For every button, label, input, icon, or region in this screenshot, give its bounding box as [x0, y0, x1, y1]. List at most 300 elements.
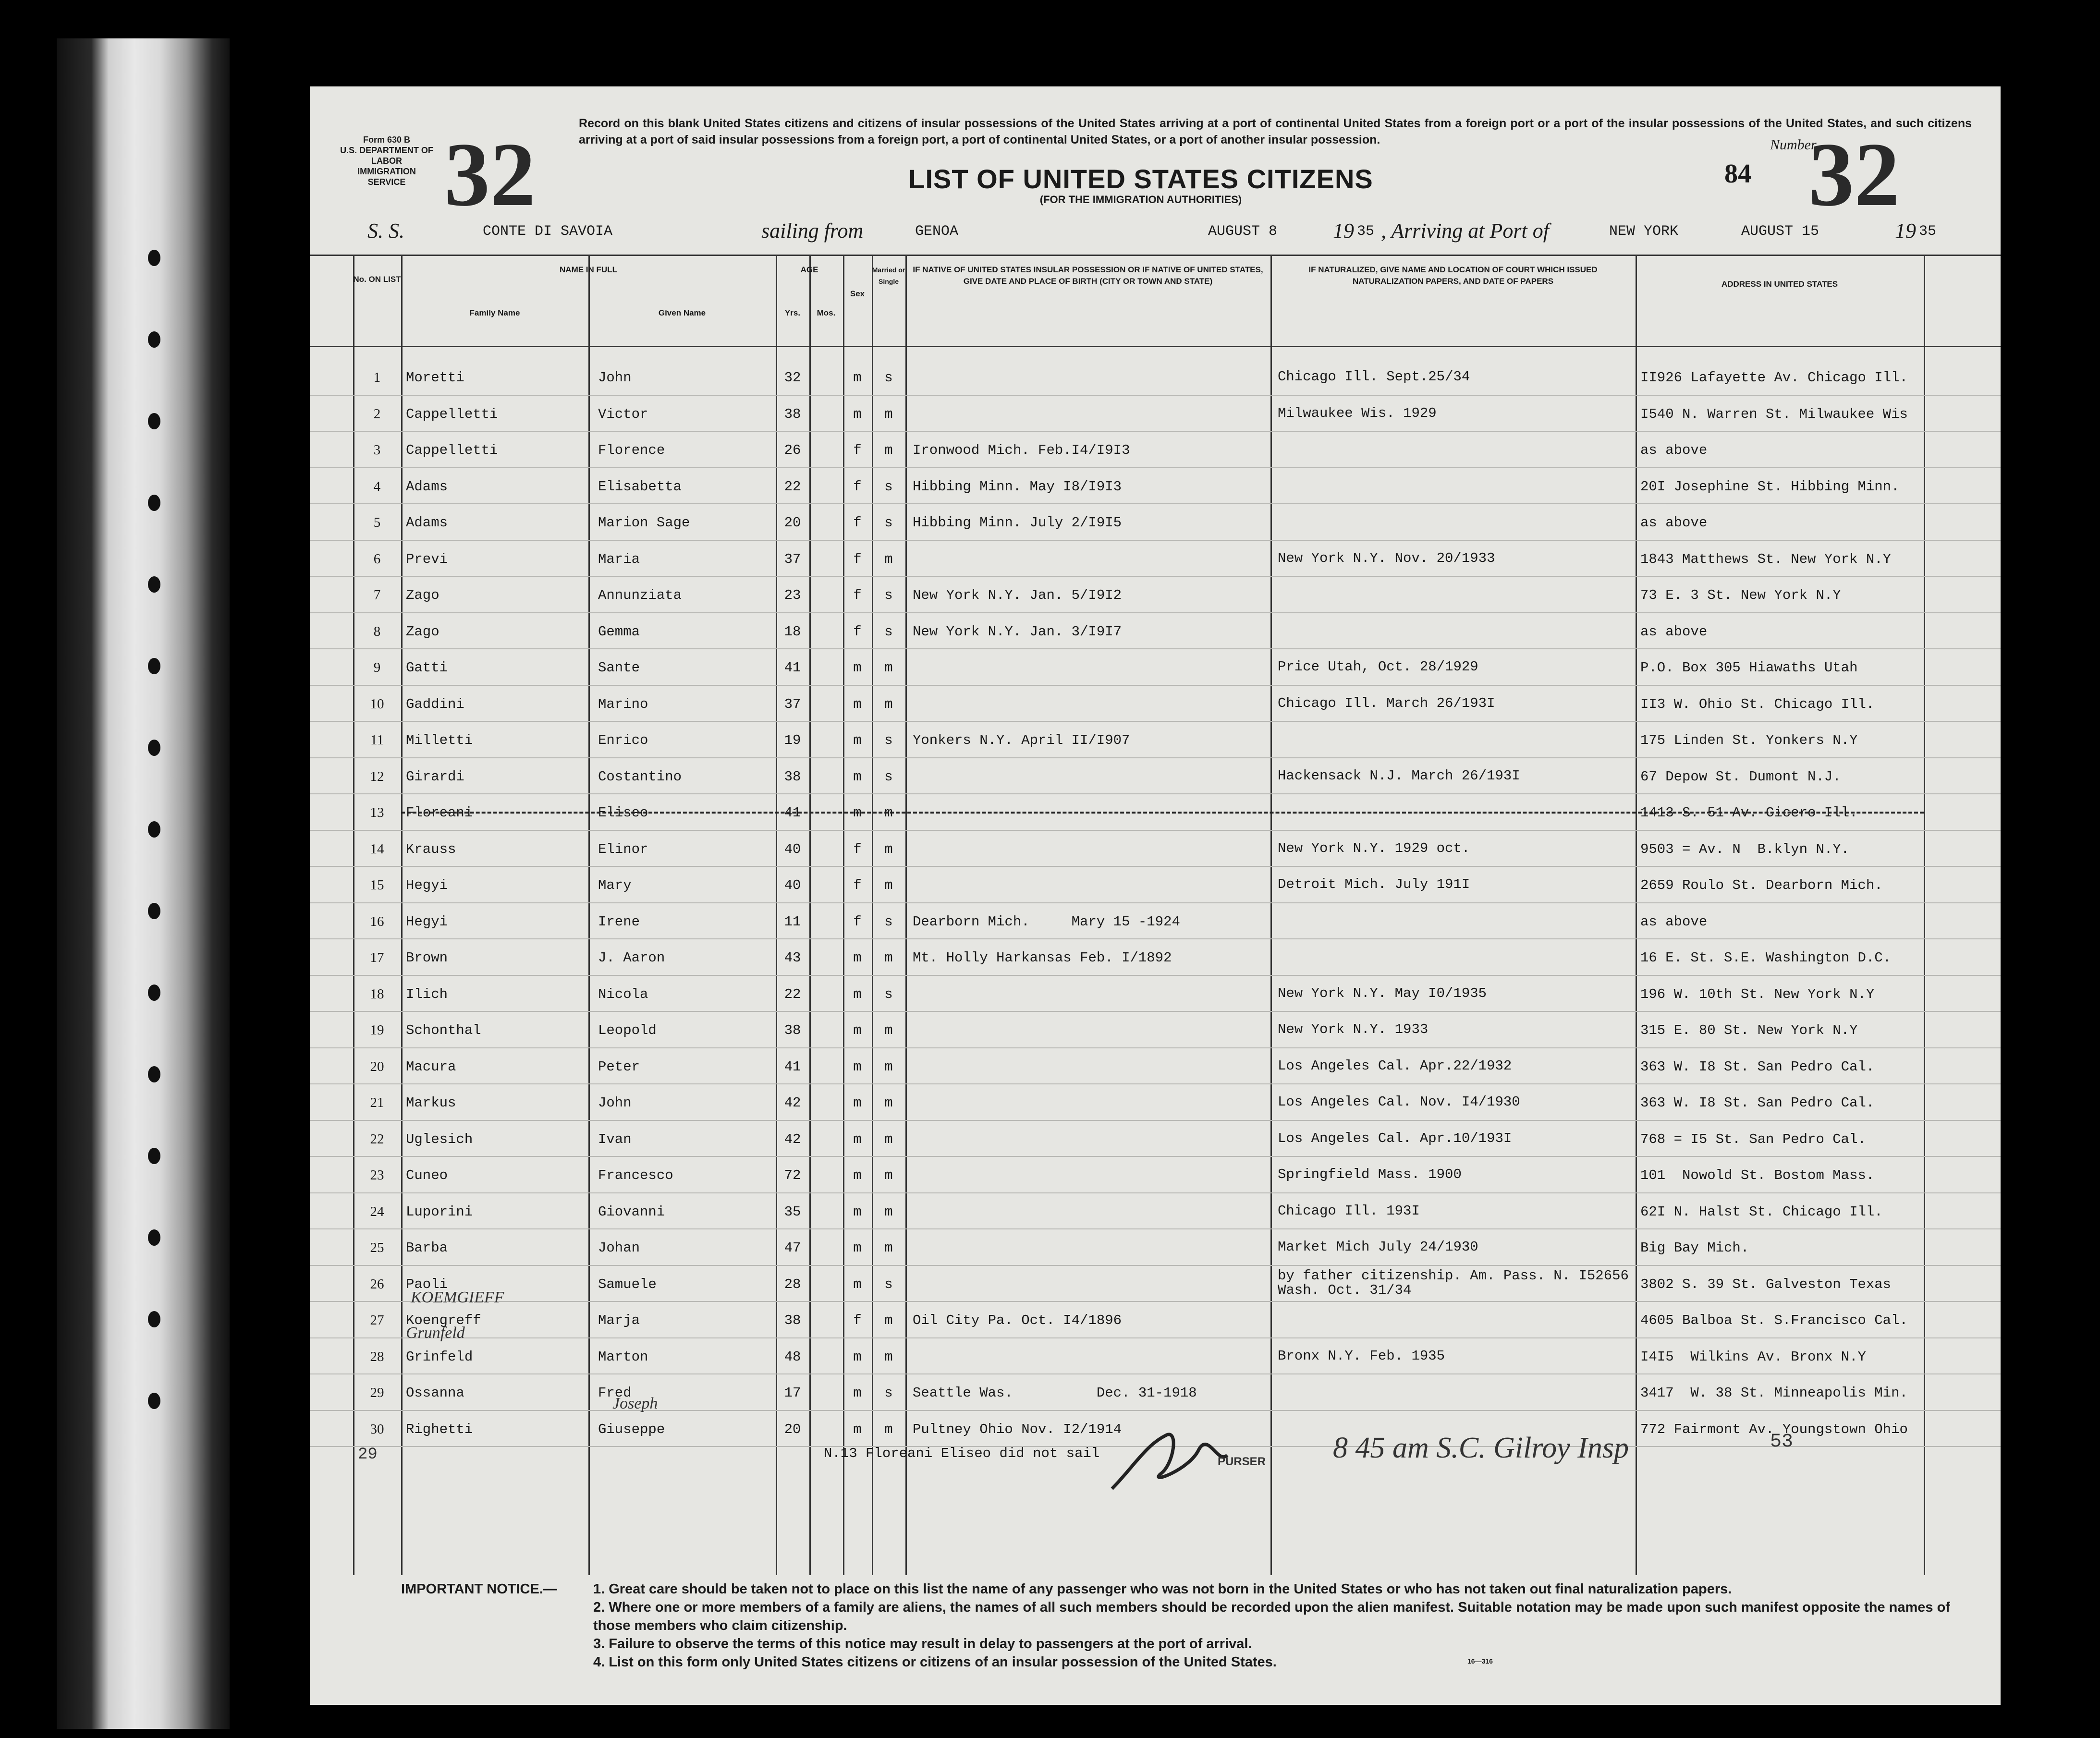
page-title: LIST OF UNITED STATES CITIZENS: [908, 164, 1373, 194]
port-from: GENOA: [915, 223, 959, 240]
address: 62I N. Halst St. Chicago Ill.: [1640, 1203, 1883, 1220]
address: 3802 S. 39 St. Galveston Texas: [1640, 1276, 1892, 1292]
header-rule: [310, 255, 2001, 256]
family-name: Hegyi: [406, 913, 448, 930]
table-row: [310, 1012, 2001, 1048]
row-number: 21: [370, 1095, 384, 1110]
col-header-age: AGE: [800, 265, 818, 274]
given-name: Marja: [598, 1313, 640, 1328]
age-years: 38: [784, 1022, 801, 1038]
col-header-no: No. ON LIST: [353, 275, 401, 284]
form-id: Form 630 B U.S. DEPARTMENT OF LABOR IMMIGRATION SERVICE: [340, 135, 433, 187]
address: 363 W. I8 St. San Pedro Cal.: [1640, 1058, 1875, 1075]
binder-hole: [148, 250, 160, 266]
address: as above: [1640, 515, 1708, 531]
family-name: Zago: [406, 587, 440, 603]
binder-hole: [148, 1066, 160, 1082]
family-name: Floreani: [406, 805, 473, 821]
marital-status: m: [884, 950, 893, 966]
row-number: 12: [370, 768, 384, 784]
manifest-sheet: [310, 86, 2001, 1705]
family-name: Paoli: [406, 1276, 448, 1292]
row-number: 30: [370, 1421, 384, 1437]
address: 175 Linden St. Yonkers N.Y: [1640, 732, 1858, 748]
family-name: Grinfeld: [406, 1349, 473, 1365]
marital-status: m: [884, 660, 893, 676]
binder-hole: [148, 1148, 160, 1164]
row-number: 22: [370, 1131, 384, 1147]
row-rule: [310, 1192, 2001, 1193]
marital-status: s: [884, 587, 893, 603]
birth-place-date: Dearborn Mich. Mary 15 -1924: [913, 913, 1180, 930]
table-row: [310, 468, 2001, 504]
family-name: Cappelletti: [406, 406, 498, 422]
age-years: 40: [784, 841, 801, 857]
given-name: Giuseppe: [598, 1421, 665, 1437]
naturalization: by father citizenship. Am. Pass. N. I52656 Wash. Oct. 31/34: [1278, 1267, 1629, 1298]
age-years: 20: [784, 1421, 801, 1437]
marital-status: m: [884, 805, 893, 821]
age-years: 38: [784, 406, 801, 422]
sex: f: [853, 623, 862, 640]
row-rule: [310, 830, 2001, 831]
address: 3417 W. 38 St. Minneapolis Min.: [1640, 1385, 1908, 1401]
given-name: Gemma: [598, 623, 640, 640]
age-years: 26: [784, 442, 801, 458]
sex: f: [853, 587, 862, 603]
age-years: 23: [784, 587, 801, 603]
marital-status: m: [884, 442, 893, 458]
given-name: Fred: [598, 1385, 632, 1401]
age-years: 37: [784, 696, 801, 712]
col-header-sex: Sex: [850, 289, 865, 298]
birth-place-date: Hibbing Minn. May I8/I9I3: [913, 478, 1122, 495]
sex: m: [853, 406, 862, 422]
col-header-address: ADDRESS IN UNITED STATES: [1721, 280, 1838, 289]
sex: m: [853, 1131, 862, 1147]
notice-item-1: 1. Great care should be taken not to place on this list the name of any passenger who was not born in the United States or who has not taken out final naturalization papers.: [593, 1581, 1732, 1597]
given-name: Irene: [598, 913, 640, 930]
marital-status: m: [884, 1167, 893, 1183]
row-number: 17: [370, 950, 384, 965]
given-name: Annunziata: [598, 587, 682, 603]
given-name: Giovanni: [598, 1203, 665, 1220]
page-number: 84: [1724, 159, 1751, 189]
row-rule: [310, 395, 2001, 396]
row-number: 24: [370, 1203, 384, 1219]
sex: m: [853, 1240, 862, 1256]
row-number: 18: [370, 986, 384, 1002]
sex: f: [853, 913, 862, 930]
ship-name: CONTE DI SAVOIA: [483, 223, 613, 240]
list-number-left: 32: [444, 124, 536, 225]
table-row: [310, 1084, 2001, 1120]
signature-scribble: [1102, 1407, 1237, 1503]
sex: f: [853, 551, 862, 567]
table-row: [310, 1157, 2001, 1193]
address: 20I Josephine St. Hibbing Minn.: [1640, 478, 1900, 495]
page-subtitle: (FOR THE IMMIGRATION AUTHORITIES): [1039, 194, 1242, 206]
year-2: 35: [1919, 223, 1937, 240]
table-row: [310, 794, 2001, 830]
row-rule: [310, 902, 2001, 903]
row-number: 7: [373, 587, 381, 603]
sailing-label: sailing from: [761, 219, 864, 243]
birth-place-date: Ironwood Mich. Feb.I4/I9I3: [913, 442, 1130, 458]
row-rule: [310, 648, 2001, 649]
given-name: Peter: [598, 1058, 640, 1075]
row-number: 4: [373, 478, 381, 494]
year-prefix-2: 19: [1895, 219, 1916, 243]
given-name: Marino: [598, 696, 648, 712]
address: P.O. Box 305 Hiawaths Utah: [1640, 660, 1858, 676]
birth-place-date: Seattle Was. Dec. 31-1918: [913, 1385, 1197, 1401]
number-label: Number: [1770, 137, 1817, 153]
row-rule: [310, 1156, 2001, 1157]
col-header-naturalized: IF NATURALIZED, GIVE NAME AND LOCATION OF COURT WHICH ISSUED NATURALIZATION PAPERS, AND DATE OF PAPERS: [1308, 265, 1598, 286]
sex: m: [853, 696, 862, 712]
table-row: [310, 1338, 2001, 1374]
col-header-mos: Mos.: [817, 308, 836, 317]
notice-heading: IMPORTANT NOTICE.—: [401, 1581, 557, 1597]
table-row: [310, 903, 2001, 939]
row-rule: [310, 1083, 2001, 1084]
marital-status: s: [884, 986, 893, 1002]
row-number: 10: [370, 696, 384, 712]
table-row: [310, 1121, 2001, 1157]
row-rule: [310, 1120, 2001, 1121]
marital-status: m: [884, 1240, 893, 1256]
naturalization: Chicago Ill. Sept.25/34: [1278, 369, 1470, 385]
birth-place-date: Hibbing Minn. July 2/I9I5: [913, 515, 1122, 531]
given-name: Francesco: [598, 1167, 673, 1183]
marital-status: m: [884, 1095, 893, 1111]
address: 315 E. 80 St. New York N.Y: [1640, 1022, 1858, 1038]
birth-place-date: New York N.Y. Jan. 5/I9I2: [913, 587, 1122, 603]
naturalization: Detroit Mich. July 191I: [1278, 876, 1470, 892]
given-name: Samuele: [598, 1276, 657, 1292]
sex: m: [853, 1167, 862, 1183]
naturalization: Chicago Ill. 193I: [1278, 1203, 1420, 1219]
strike-through-line: [401, 812, 1924, 814]
voyage-line: [367, 219, 1986, 247]
row-number: 20: [370, 1058, 384, 1074]
family-name: Barba: [406, 1240, 448, 1256]
table-row: [310, 1193, 2001, 1229]
age-years: 37: [784, 551, 801, 567]
given-name: J. Aaron: [598, 950, 665, 966]
birth-place-date: Pultney Ohio Nov. I2/1914: [913, 1421, 1122, 1437]
row-rule: [310, 793, 2001, 794]
given-name: Florence: [598, 442, 665, 458]
binder-hole: [148, 658, 160, 674]
sex: f: [853, 442, 862, 458]
col-header-married: Married or Single: [872, 266, 905, 285]
binder-edge: [57, 38, 230, 1729]
row-rule: [310, 431, 2001, 432]
table-row: [310, 541, 2001, 577]
marital-status: m: [884, 696, 893, 712]
binder-hole: [148, 331, 160, 348]
notice-item-2: 2. Where one or more members of a family are aliens, the names of all such members should be recorded upon the alien manifest. Suitable notation may be made upon such manifest opposite the names of those members who claim citizenship.: [593, 1600, 1950, 1633]
marital-status: m: [884, 1203, 893, 1220]
row-number: 16: [370, 913, 384, 929]
arriving-label: , Arriving at Port of: [1381, 219, 1549, 243]
table-row: [310, 1229, 2001, 1265]
marital-status: s: [884, 1276, 893, 1292]
marital-status: m: [884, 1349, 893, 1365]
address: 1843 Matthews St. New York N.Y: [1640, 551, 1892, 567]
col-header-family: Family Name: [469, 308, 520, 317]
marital-status: m: [884, 1058, 893, 1075]
row-rule: [310, 612, 2001, 613]
binder-hole: [148, 740, 160, 756]
inspector-note: 8 45 am S.C. Gilroy Insp: [1333, 1432, 1629, 1464]
family-name: Gaddini: [406, 696, 464, 712]
address: I540 N. Warren St. Milwaukee Wis: [1640, 406, 1908, 422]
binder-hole: [148, 903, 160, 919]
address: 16 E. St. S.E. Washington D.C.: [1640, 950, 1892, 966]
sex: m: [853, 732, 862, 748]
row-rule: [310, 938, 2001, 939]
row-rule: [310, 1301, 2001, 1302]
row-number: 25: [370, 1240, 384, 1255]
age-years: 38: [784, 1313, 801, 1328]
col-header-birth: IF NATIVE OF UNITED STATES INSULAR POSSESSION OR IF NATIVE OF UNITED STATES, GIVE DATE AND PLACE OF BIRTH (CITY OR TOWN AND STATE): [913, 265, 1263, 286]
marital-status: m: [884, 841, 893, 857]
age-years: 38: [784, 768, 801, 785]
naturalization: New York N.Y. 1933: [1278, 1021, 1428, 1037]
family-name: Gatti: [406, 660, 448, 676]
table-row: [310, 1302, 2001, 1338]
row-rule: [310, 1047, 2001, 1048]
sex: m: [853, 768, 862, 785]
handwritten-correction-27: KOEMGIEFF: [411, 1288, 504, 1306]
table-row: [310, 577, 2001, 613]
row-number: 28: [370, 1349, 384, 1364]
family-name: Girardi: [406, 768, 464, 785]
port-to: NEW YORK: [1609, 223, 1679, 240]
binder-hole: [148, 821, 160, 838]
given-name: Johan: [598, 1240, 640, 1256]
given-name: Leopold: [598, 1022, 657, 1038]
family-name: Uglesich: [406, 1131, 473, 1147]
naturalization: New York N.Y. 1929 oct.: [1278, 840, 1470, 856]
binder-hole: [148, 495, 160, 511]
naturalization: New York N.Y. Nov. 20/1933: [1278, 550, 1495, 566]
age-years: 47: [784, 1240, 801, 1256]
binder-hole: [148, 1229, 160, 1246]
year-1: 35: [1357, 223, 1375, 240]
row-number: 8: [373, 623, 381, 639]
address: Big Bay Mich.: [1640, 1240, 1749, 1256]
count-total: 29: [358, 1446, 378, 1464]
marital-status: s: [884, 623, 893, 640]
age-years: 40: [784, 877, 801, 893]
sex: m: [853, 370, 862, 386]
given-name: Victor: [598, 406, 648, 422]
family-name: Moretti: [406, 370, 464, 386]
sex: m: [853, 950, 862, 966]
address: as above: [1640, 623, 1708, 640]
naturalization: Springfield Mass. 1900: [1278, 1167, 1462, 1182]
age-years: 43: [784, 950, 801, 966]
binder-hole: [148, 1393, 160, 1409]
birth-place-date: Mt. Holly Harkansas Feb. I/1892: [913, 950, 1172, 966]
table-row: [310, 722, 2001, 758]
age-years: 32: [784, 370, 801, 386]
table-row: [310, 976, 2001, 1012]
marital-status: s: [884, 478, 893, 495]
row-rule: [310, 685, 2001, 686]
row-number: 14: [370, 841, 384, 857]
binder-hole: [148, 576, 160, 593]
row-number: 15: [370, 877, 384, 893]
marital-status: s: [884, 515, 893, 531]
instructions: Record on this blank United States citizens and citizens of insular possessions of the United States arriving at a port of continental United States from a foreign port or a port of the insular possessions of the United States, and such citizens arriving at a port of said insular possessions from a foreign port, a port of continental United States, or a port of another insular possession.: [579, 117, 1972, 146]
family-name: Zago: [406, 623, 440, 640]
family-name: Koengreff: [406, 1313, 481, 1328]
footnote: N.13 Floreani Eliseo did not sail: [824, 1446, 1100, 1461]
table-row: [310, 1266, 2001, 1302]
marital-status: m: [884, 1131, 893, 1147]
marital-status: m: [884, 406, 893, 422]
date-from: AUGUST 8: [1208, 223, 1278, 240]
given-name: Maria: [598, 551, 640, 567]
table-row: [310, 649, 2001, 685]
birth-place-date: New York N.Y. Jan. 3/I9I7: [913, 623, 1122, 640]
binder-hole: [148, 984, 160, 1001]
table-row: [310, 359, 2001, 395]
row-rule: [310, 503, 2001, 504]
manifest-table: [310, 255, 2001, 1599]
marital-status: m: [884, 877, 893, 893]
age-years: 42: [784, 1095, 801, 1111]
given-name: Mary: [598, 877, 632, 893]
marital-status: s: [884, 732, 893, 748]
row-rule: [310, 1373, 2001, 1374]
row-number: 2: [373, 406, 381, 422]
notice-item-4: 4. List on this form only United States citizens or citizens of an insular possession of the United States.: [593, 1654, 1277, 1670]
table-row: [310, 831, 2001, 867]
table-row: [310, 867, 2001, 903]
marital-status: m: [884, 1421, 893, 1437]
family-name: Righetti: [406, 1421, 473, 1437]
row-rule: [310, 467, 2001, 468]
table-row: [310, 432, 2001, 468]
row-number: 19: [370, 1022, 384, 1038]
birth-place-date: Oil City Pa. Oct. I4/1896: [913, 1313, 1122, 1328]
address: as above: [1640, 442, 1708, 458]
handwritten-correction-30: Joseph: [612, 1394, 658, 1412]
family-name: Milletti: [406, 732, 473, 748]
ss-label: S. S.: [367, 219, 404, 243]
marital-status: m: [884, 1313, 893, 1328]
address: 101 Nowold St. Bostom Mass.: [1640, 1167, 1875, 1183]
marital-status: m: [884, 1022, 893, 1038]
marital-status: s: [884, 768, 893, 785]
marital-status: s: [884, 370, 893, 386]
address: 772 Fairmont Av. Youngstown Ohio: [1640, 1421, 1908, 1437]
row-number: 27: [370, 1313, 384, 1328]
marital-status: s: [884, 1385, 893, 1401]
given-name: Costantino: [598, 768, 682, 785]
row-number: 1: [373, 370, 381, 385]
row-rule: [310, 721, 2001, 722]
row-number: 5: [373, 515, 381, 530]
table-row: [310, 1048, 2001, 1084]
sex: m: [853, 1203, 862, 1220]
sex: f: [853, 877, 862, 893]
row-rule: [310, 757, 2001, 758]
naturalization: Chicago Ill. March 26/193I: [1278, 695, 1495, 711]
marital-status: m: [884, 551, 893, 567]
age-years: 22: [784, 478, 801, 495]
row-rule: [310, 1228, 2001, 1229]
naturalization: Market Mich July 24/1930: [1278, 1239, 1478, 1255]
address: 4605 Balboa St. S.Francisco Cal.: [1640, 1313, 1908, 1328]
sex: m: [853, 660, 862, 676]
naturalization: Milwaukee Wis. 1929: [1278, 405, 1437, 421]
binder-hole: [148, 413, 160, 429]
sex: m: [853, 1276, 862, 1292]
col-header-given: Given Name: [658, 308, 706, 317]
age-years: 48: [784, 1349, 801, 1365]
table-row: [310, 504, 2001, 540]
age-years: 72: [784, 1167, 801, 1183]
row-number: 13: [370, 805, 384, 820]
binder-hole: [148, 1311, 160, 1327]
row-rule: [310, 975, 2001, 976]
naturalization: Los Angeles Cal. Apr.10/193I: [1278, 1130, 1512, 1146]
family-name: Macura: [406, 1058, 456, 1075]
row-rule: [310, 1011, 2001, 1012]
age-years: 11: [784, 913, 801, 930]
year-prefix-1: 19: [1333, 219, 1354, 243]
age-years: 41: [784, 660, 801, 676]
list-number-right: 32: [1808, 124, 1900, 225]
table-row: [310, 758, 2001, 794]
age-years: 28: [784, 1276, 801, 1292]
row-number: 3: [373, 442, 381, 458]
header-rule: [310, 346, 2001, 347]
address: 363 W. I8 St. San Pedro Cal.: [1640, 1095, 1875, 1111]
address: II926 Lafayette Av. Chicago Ill.: [1640, 370, 1908, 386]
birth-place-date: Yonkers N.Y. April II/I907: [913, 732, 1130, 748]
row-rule: [310, 866, 2001, 867]
sex: m: [853, 1349, 862, 1365]
sex: f: [853, 1313, 862, 1328]
row-rule: [310, 1265, 2001, 1266]
given-name: Nicola: [598, 986, 648, 1002]
address: I4I5 Wilkins Av. Bronx N.Y: [1640, 1349, 1866, 1365]
naturalization: Los Angeles Cal. Apr.22/1932: [1278, 1057, 1512, 1074]
family-name: Brown: [406, 950, 448, 966]
notice-item-3: 3. Failure to observe the terms of this notice may result in delay to passengers at the port of arrival.: [593, 1636, 1252, 1652]
address: 2659 Roulo St. Dearborn Mich.: [1640, 877, 1883, 893]
row-number: 6: [373, 551, 381, 567]
address: 768 = I5 St. San Pedro Cal.: [1640, 1131, 1866, 1147]
age-years: 22: [784, 986, 801, 1002]
col-header-name: NAME IN FULL: [560, 265, 617, 274]
sex: m: [853, 1421, 862, 1437]
family-name: Markus: [406, 1095, 456, 1111]
row-rule: [310, 540, 2001, 541]
date-to: AUGUST 15: [1741, 223, 1819, 240]
family-name: Previ: [406, 551, 448, 567]
sex: m: [853, 1022, 862, 1038]
row-number: 29: [370, 1385, 384, 1400]
